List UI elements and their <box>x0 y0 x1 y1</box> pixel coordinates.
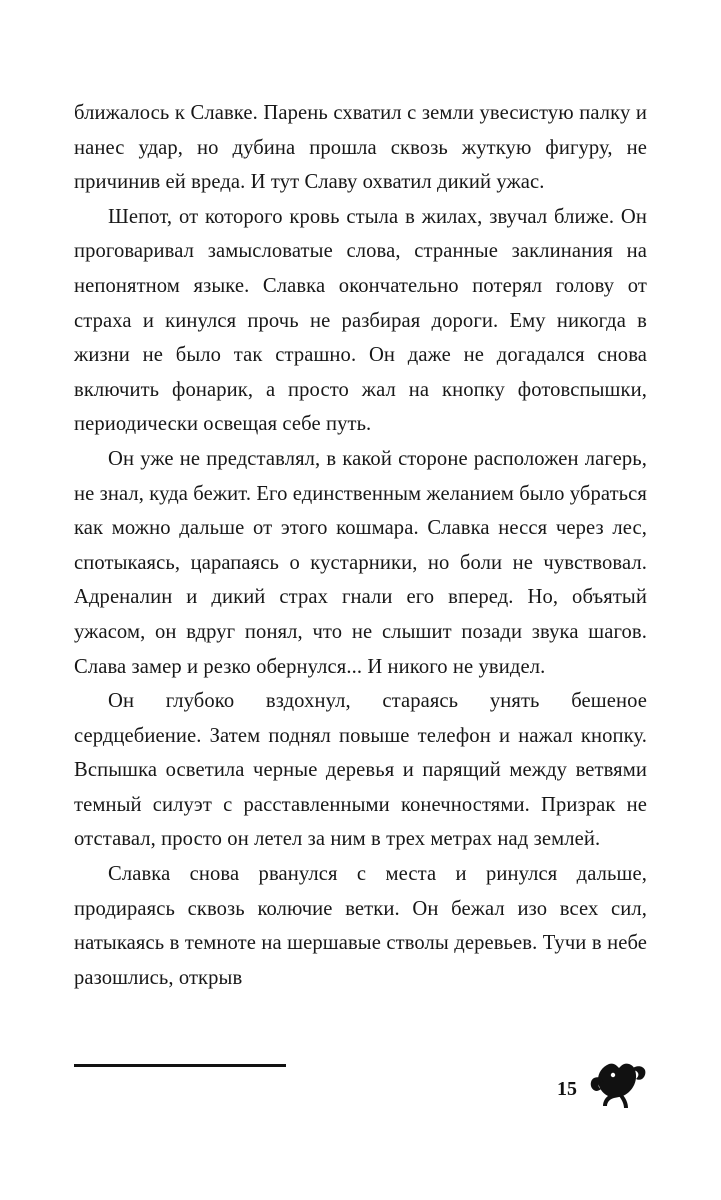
page-body-text <box>74 96 647 995</box>
paragraph: Славка снова рванулся с места и ринулся дальше, продираясь сквозь колючие ветки. Он бежал изо всех сил, натыкаясь в темноте на шершавые стволы деревьев. Тучи в небе разошлись, открыв <box>74 863 647 989</box>
paragraph: Он уже не представлял, в какой стороне расположен лагерь, не знал, куда бежит. Его единственным желанием было убраться как можно дальше от этого кошмара. Славка несся через лес, спотыкаясь, царапаясь о кустарники, но боли не чувствовал. Адреналин и дикий страх гнали его вперед. Но, объятый ужасом, он вдруг понял, что не слышит позади звука шагов. Слава замер и резко обернулся... И никого не увидел. <box>74 447 647 678</box>
page-number: 15 <box>557 1078 577 1100</box>
paragraph: Он глубоко вздохнул, стараясь унять бешеное сердцебиение. Затем поднял повыше телефон и нажал кнопку. Вспышка осветила черные деревья и парящий между ветвями темный силуэт с расставленными конечностями. Призрак не отставал, просто он летел за ним в трех метрах над землей. <box>74 690 647 851</box>
footer-divider <box>74 1064 286 1067</box>
paragraph: Шепот, от которого кровь стыла в жилах, звучал ближе. Он проговаривал замысловатые слова, странные заклинания на непонятном языке. Славка окончательно потерял голову от страха и кинулся прочь не разбирая дороги. Ему никогда в жизни не было так страшно. Он даже не догадался снова включить фонарик, а просто жал на кнопку фотовспышки, периодически освещая себе путь. <box>74 205 647 436</box>
paragraph: ближалось к Славке. Парень схватил с земли увесистую палку и нанес удар, но дубина прошла сквозь жуткую фигуру, не причинив ей вреда. И тут Славу охватил дикий ужас. <box>74 102 647 194</box>
capricorn-goat-emblem-icon <box>589 1058 647 1114</box>
page-footer <box>74 1064 647 1114</box>
